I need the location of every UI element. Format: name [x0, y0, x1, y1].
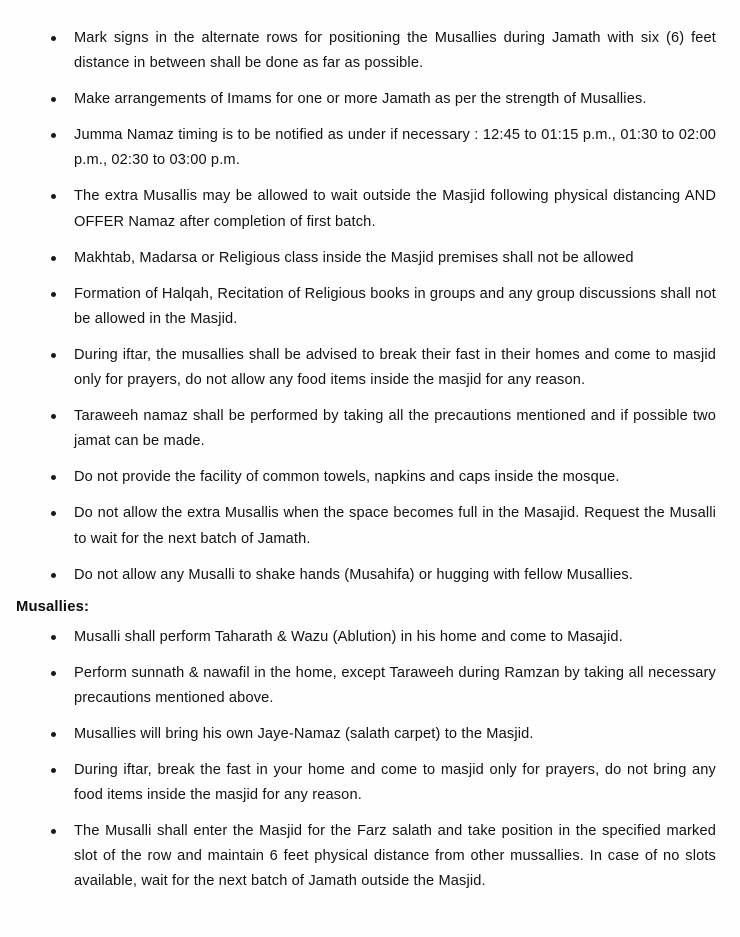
list-item: Do not allow any Musalli to shake hands (Musahifa) or hugging with fellow Musallies. — [14, 563, 716, 588]
list-item: Perform sunnath & nawafil in the home, except Taraweeh during Ramzan by taking all necessary precautions mentioned above. — [14, 661, 716, 711]
masjid-management-instructions — [14, 26, 716, 588]
list-item: During iftar, the musallies shall be advised to break their fast in their homes and come to masjid only for prayers, do not allow any food items inside the masjid for any reason. — [14, 343, 716, 393]
list-item: During iftar, break the fast in your home and come to masjid only for prayers, do not bring any food items inside the masjid for any reason. — [14, 758, 716, 808]
document-content — [14, 26, 716, 895]
list-item: Make arrangements of Imams for one or more Jamath as per the strength of Musallies. — [14, 87, 716, 112]
list-item: The extra Musallis may be allowed to wait outside the Masjid following physical distancing AND OFFER Namaz after completion of first batch. — [14, 184, 716, 234]
list-item: Mark signs in the alternate rows for positioning the Musallies during Jamath with six (6) feet distance in between shall be done as far as possible. — [14, 26, 716, 76]
list-item: Jumma Namaz timing is to be notified as under if necessary : 12:45 to 01:15 p.m., 01:30 to 02:00 p.m., 02:30 to 03:00 p.m. — [14, 123, 716, 173]
list-item: Taraweeh namaz shall be performed by taking all the precautions mentioned and if possible two jamat can be made. — [14, 404, 716, 454]
page-bottom-artifact — [0, 917, 740, 931]
list-item: Musalli shall perform Taharath & Wazu (Ablution) in his home and come to Masajid. — [14, 625, 716, 650]
list-item: Do not allow the extra Musallis when the space becomes full in the Masajid. Request the Musalli to wait for the next batch of Jamath. — [14, 501, 716, 551]
list-item: Makhtab, Madarsa or Religious class inside the Masjid premises shall not be allowed — [14, 246, 716, 271]
musallies-instructions — [14, 625, 716, 895]
list-item: Formation of Halqah, Recitation of Religious books in groups and any group discussions shall not be allowed in the Masjid. — [14, 282, 716, 332]
list-item: The Musalli shall enter the Masjid for the Farz salath and take position in the specified marked slot of the row and maintain 6 feet physical distance from other mussallies. In case of no slots available, wait for the next batch of Jamath outside the Masjid. — [14, 819, 716, 894]
list-item: Do not provide the facility of common towels, napkins and caps inside the mosque. — [14, 465, 716, 490]
list-item: Musallies will bring his own Jaye-Namaz (salath carpet) to the Masjid. — [14, 722, 716, 747]
musallies-heading: Musallies: — [16, 598, 90, 615]
